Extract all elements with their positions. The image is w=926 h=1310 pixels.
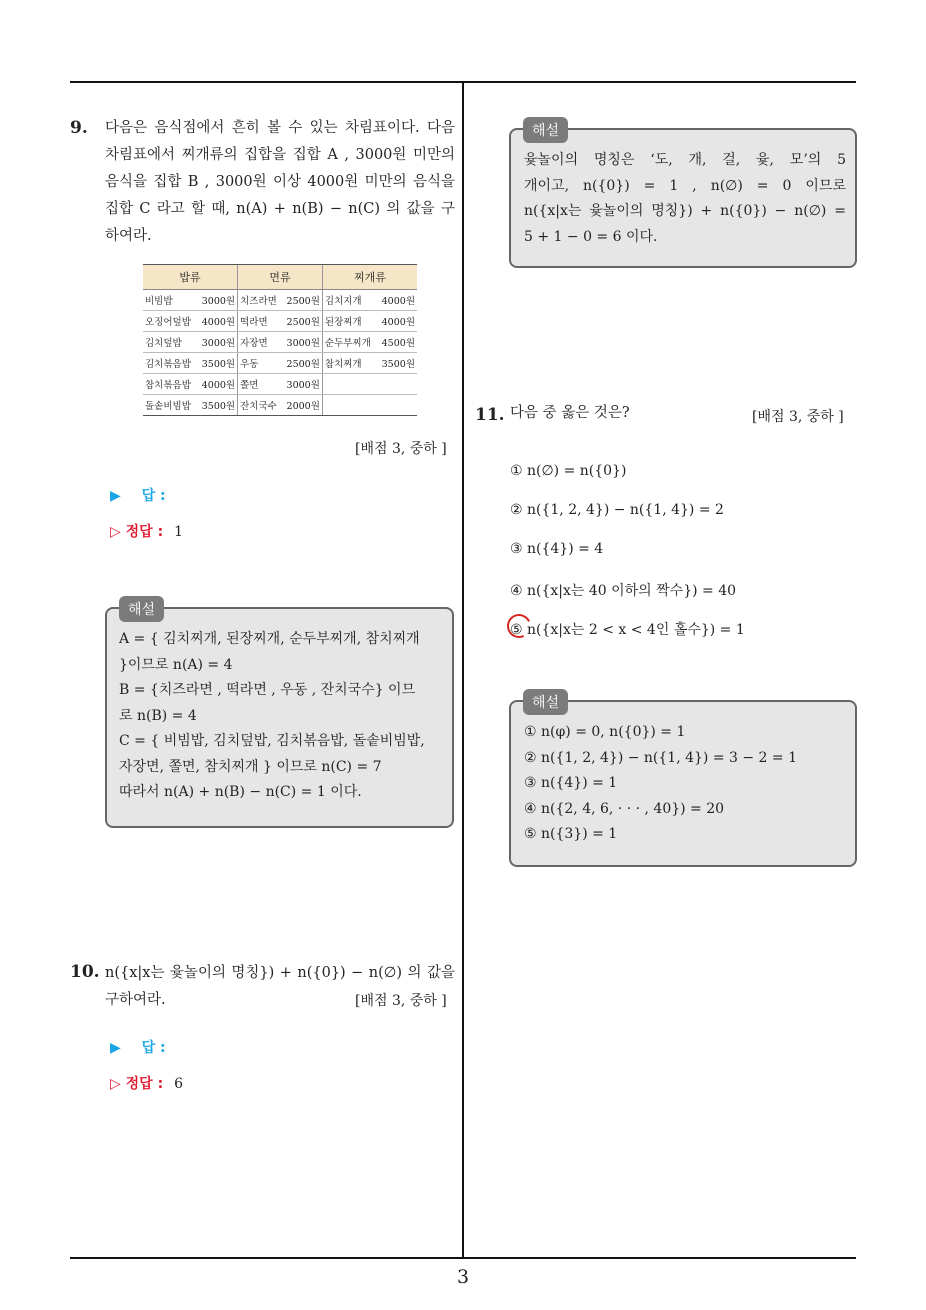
q10-line-2: 구하여라. xyxy=(105,992,166,1008)
menu-item-price: 4000원 xyxy=(381,296,415,307)
menu-cell xyxy=(322,353,417,374)
q9-explanation-box xyxy=(105,602,454,828)
q9-text xyxy=(105,115,455,250)
menu-cell xyxy=(238,353,323,374)
q9-line-4: 집합 C 라고 할 때, n(A) + n(B) − n(C) 의 값을 구 xyxy=(105,201,455,217)
menu-table-row xyxy=(143,395,417,416)
menu-item-name: 떡라면 xyxy=(240,317,268,328)
q10-answer-label: 답 : xyxy=(141,1040,166,1056)
q10-correct-line xyxy=(110,1073,183,1093)
header-noodle: 면류 xyxy=(238,265,323,290)
menu-item-price: 3500원 xyxy=(201,401,236,412)
q9-number: 9. xyxy=(70,118,88,138)
q11-choice-4[interactable]: ④ n({x|x는 40 이하의 짝수}) = 40 xyxy=(510,583,737,599)
menu-cell xyxy=(143,374,238,395)
menu-item-price: 3000원 xyxy=(201,296,236,307)
q9-line-2: 차림표에서 찌개류의 집합을 집합 A , 3000원 미만의 xyxy=(105,147,455,163)
menu-cell xyxy=(322,332,417,353)
menu-item-name: 쫄면 xyxy=(240,380,259,391)
q9-correct-line xyxy=(110,521,183,541)
q9-exp-line-4: 로 n(B) = 4 xyxy=(119,707,197,724)
q10-explanation-box xyxy=(509,123,857,268)
correct-arrow-icon: ▷ xyxy=(110,524,121,540)
column-divider xyxy=(462,82,464,1258)
bottom-rule xyxy=(70,1257,856,1259)
menu-cell xyxy=(238,374,323,395)
menu-item-name: 김치볶음밥 xyxy=(145,359,191,370)
q9-correct-value: 1 xyxy=(174,524,183,540)
q11-number: 11. xyxy=(475,405,505,425)
q11-choice-1[interactable]: ① n(∅) = n({0}) xyxy=(510,463,627,479)
menu-table xyxy=(143,264,417,416)
menu-cell xyxy=(322,311,417,332)
q11-choice-3[interactable]: ③ n({4}) = 4 xyxy=(510,541,604,557)
q10-number: 10. xyxy=(70,962,100,982)
page-number: 3 xyxy=(456,1266,470,1288)
menu-item-price: 4000원 xyxy=(201,380,236,391)
menu-item-name: 오징어덮밥 xyxy=(145,317,191,328)
menu-cell xyxy=(322,374,417,395)
q9-explanation-body xyxy=(119,627,443,806)
menu-table-row xyxy=(143,353,417,374)
menu-table-row xyxy=(143,332,417,353)
q9-explanation-tag: 해설 xyxy=(119,596,164,622)
q10-explanation-tag: 해설 xyxy=(523,117,568,143)
q10-explanation-body xyxy=(524,148,846,250)
menu-table-body xyxy=(143,290,417,416)
q9-line-3: 음식을 집합 B , 3000원 이상 4000원 미만의 음식을 xyxy=(105,174,455,190)
menu-table-row xyxy=(143,290,417,311)
menu-item-price: 2500원 xyxy=(286,296,320,307)
header-stew: 찌개류 xyxy=(322,265,417,290)
menu-cell xyxy=(238,290,323,311)
menu-item-price: 3500원 xyxy=(381,359,415,370)
menu-item-name: 치즈라면 xyxy=(240,296,277,307)
q10-exp-line-1: 윷놀이의 명칭은 ‘도, 개, 걸, 윷, 모’의 5 xyxy=(524,152,846,168)
q9-exp-line-1: A = { 김치찌개, 된장찌개, 순두부찌개, 참치찌개 xyxy=(119,631,420,647)
menu-cell xyxy=(143,290,238,311)
menu-item-price: 2000원 xyxy=(286,401,320,412)
menu-item-name: 잔치국수 xyxy=(240,401,277,412)
menu-table-row xyxy=(143,374,417,395)
menu-item-price: 3000원 xyxy=(286,338,320,349)
q11-exp-line-2: ② n({1, 2, 4}) − n({1, 4}) = 3 − 2 = 1 xyxy=(524,749,797,766)
q11-text: 다음 중 옳은 것은? xyxy=(510,405,630,421)
q9-exp-line-2: }이므로 n(A) = 4 xyxy=(119,656,233,673)
menu-item-name: 참치찌개 xyxy=(324,359,362,370)
q9-exp-line-7: 따라서 n(A) + n(B) − n(C) = 1 이다. xyxy=(119,784,362,800)
q9-line-1: 다음은 음식점에서 흔히 볼 수 있는 차림표이다. 다음 xyxy=(105,120,455,136)
menu-item-name: 김치덮밥 xyxy=(145,338,182,349)
menu-item-name: 돌솥비빔밥 xyxy=(145,401,191,412)
menu-item-name: 참치볶음밥 xyxy=(145,380,191,391)
q10-answer-line xyxy=(110,1037,166,1057)
q10-score: [배점 3, 중하 ] xyxy=(355,993,447,1009)
q9-exp-line-5: C = { 비빔밥, 김치덮밥, 김치볶음밥, 돌솥비빔밥, xyxy=(119,733,425,749)
q9-answer-line xyxy=(110,485,166,505)
menu-item-name: 자장면 xyxy=(240,338,268,349)
menu-item-price: 3000원 xyxy=(201,338,236,349)
menu-item-name: 김치지개 xyxy=(324,296,362,307)
q10-line-1: n({x|x는 윷놀이의 명칭}) + n({0}) − n(∅) 의 값을 xyxy=(105,965,455,981)
answer-arrow-icon: ▶ xyxy=(110,1040,121,1056)
menu-item-name: 된장찌개 xyxy=(324,317,362,328)
menu-cell xyxy=(238,395,323,416)
q9-correct-label: 정답 : xyxy=(125,524,164,540)
menu-item-name: 순두부찌개 xyxy=(324,338,371,349)
answer-arrow-icon: ▶ xyxy=(110,488,121,504)
q11-explanation-body xyxy=(524,720,846,848)
menu-cell xyxy=(322,290,417,311)
menu-table-header xyxy=(143,265,417,290)
menu-cell xyxy=(143,353,238,374)
q9-score: [배점 3, 중하 ] xyxy=(355,441,447,457)
q11-exp-line-4: ④ n({2, 4, 6, · · · , 40}) = 20 xyxy=(524,800,725,817)
menu-item-price: 4000원 xyxy=(201,317,236,328)
q11-exp-line-1: ① n(φ) = 0, n({0}) = 1 xyxy=(524,724,686,740)
q10-exp-line-4: 5 + 1 − 0 = 6 이다. xyxy=(524,228,658,245)
q11-score: [배점 3, 중하 ] xyxy=(752,409,844,425)
q11-exp-line-3: ③ n({4}) = 1 xyxy=(524,775,618,791)
q11-choice-5[interactable]: ⑤ n({x|x는 2 < x < 4인 홀수}) = 1 xyxy=(510,622,745,638)
q10-correct-value: 6 xyxy=(174,1076,183,1092)
menu-cell xyxy=(143,332,238,353)
menu-cell xyxy=(322,395,417,416)
q9-line-5: 하여라. xyxy=(105,228,152,244)
q11-exp-line-5: ⑤ n({3}) = 1 xyxy=(524,826,618,842)
menu-item-price: 4500원 xyxy=(381,338,415,349)
menu-item-price: 2500원 xyxy=(286,359,320,370)
menu-cell xyxy=(143,395,238,416)
correct-arrow-icon: ▷ xyxy=(110,1076,121,1092)
q11-choice-2[interactable]: ② n({1, 2, 4}) − n({1, 4}) = 2 xyxy=(510,502,724,518)
q9-answer-label: 답 : xyxy=(141,488,166,504)
menu-item-price: 2500원 xyxy=(286,317,320,328)
q9-exp-line-6: 자장면, 쫄면, 참치찌개 } 이므로 n(C) = 7 xyxy=(119,758,382,775)
menu-item-price: 4000원 xyxy=(381,317,415,328)
q9-exp-line-3: B = {치즈라면 , 떡라면 , 우동 , 잔치국수} 이므 xyxy=(119,682,416,698)
menu-cell xyxy=(238,311,323,332)
menu-item-name: 우동 xyxy=(240,359,259,370)
menu-item-price: 3000원 xyxy=(286,380,320,391)
q10-exp-line-2: 개이고, n({0}) = 1 , n(∅) = 0 이므로 xyxy=(524,177,846,194)
q10-correct-label: 정답 : xyxy=(125,1076,164,1092)
menu-cell xyxy=(238,332,323,353)
q11-explanation-tag: 해설 xyxy=(523,689,568,715)
menu-item-price: 3500원 xyxy=(201,359,236,370)
header-rice: 밥류 xyxy=(143,265,238,290)
q11-explanation-box xyxy=(509,695,857,867)
menu-item-name: 비빔밥 xyxy=(145,296,173,307)
q10-exp-line-3: n({x|x는 윷놀이의 명칭}) + n({0}) − n(∅) = xyxy=(524,203,846,219)
menu-cell xyxy=(143,311,238,332)
menu-table-row xyxy=(143,311,417,332)
